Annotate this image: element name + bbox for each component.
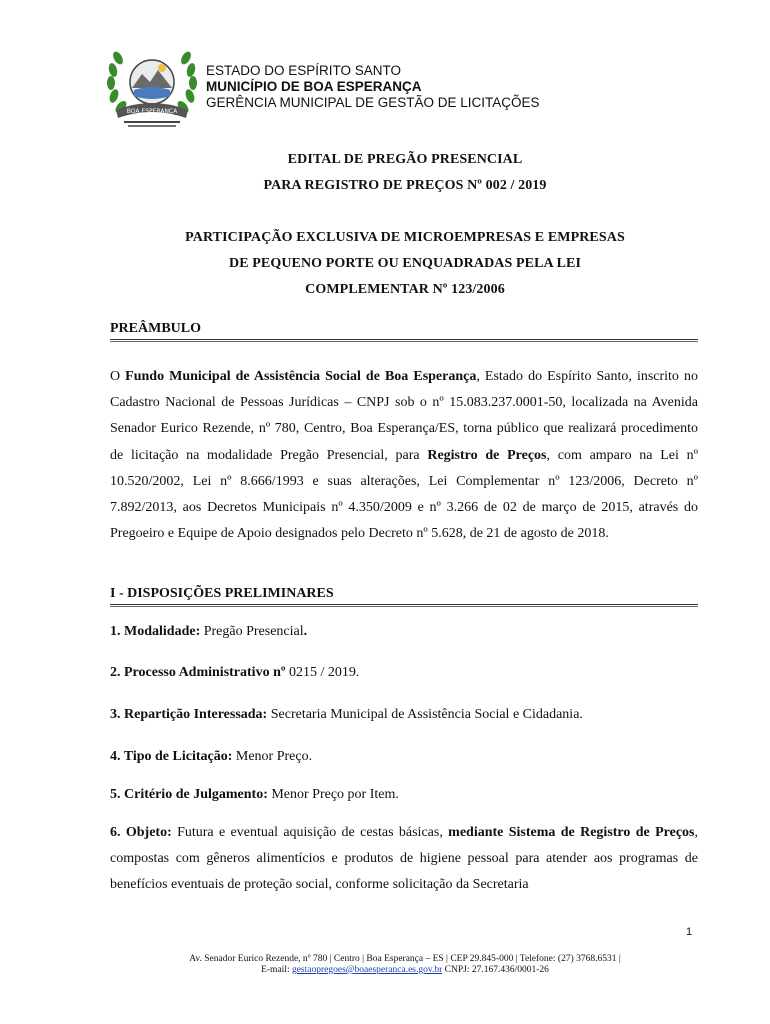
- section-heading-disposicoes: I - DISPOSIÇÕES PRELIMINARES: [110, 586, 334, 601]
- municipal-coat-of-arms-logo: [104, 44, 200, 130]
- section-divider: [110, 604, 698, 607]
- item-tipo-licitacao: 4. Tipo de Licitação: Menor Preço.: [110, 749, 313, 764]
- letterhead-state: ESTADO DO ESPÍRITO SANTO: [206, 63, 402, 78]
- edital-subtitle: PARA REGISTRO DE PREÇOS Nº 002 / 2019: [263, 178, 547, 193]
- preambulo-heading: PREÂMBULO: [110, 321, 201, 336]
- section-divider: [110, 339, 698, 342]
- footer-address: Av. Senador Eurico Rezende, nº 780 | Centro | Boa Esperança – ES | CEP 29.845-000 | Telefone: (27) 3768.6531 |: [189, 954, 621, 964]
- participation-title-line3: COMPLEMENTAR Nº 123/2006: [305, 282, 505, 297]
- footer-email-link[interactable]: gestaopregoes@boaesperanca.es.gov.br: [291, 965, 443, 975]
- logo-ribbon-text: BOA ESPERANÇA: [126, 108, 178, 115]
- letterhead-municipality: MUNICÍPIO DE BOA ESPERANÇA: [206, 79, 422, 94]
- participation-title-line2: DE PEQUENO PORTE OU ENQUADRADAS PELA LEI: [229, 256, 581, 271]
- page-number: 1: [686, 926, 693, 938]
- footer-contact: E-mail: gestaopregoes@boaesperanca.es.gov.br CNPJ: 27.167.436/0001-26: [261, 965, 549, 975]
- item-reparticao: 3. Repartição Interessada: Secretaria Municipal de Assistência Social e Cidadania.: [110, 707, 583, 722]
- participation-title-line1: PARTICIPAÇÃO EXCLUSIVA DE MICROEMPRESAS E EMPRESAS: [185, 230, 625, 245]
- item-processo: 2. Processo Administrativo nº 0215 / 2019.: [110, 665, 360, 680]
- edital-title: EDITAL DE PREGÃO PRESENCIAL: [287, 152, 523, 167]
- item-objeto: 6. Objeto: Futura e eventual aquisição de cestas básicas, mediante Sistema de Registro de Preços, compostas com gêneros alimentícios e produtos de higiene pessoal para atender aos programas de benefícios eventuais de proteção social, conforme solicitação da Secretaria: [110, 825, 698, 893]
- letterhead-department: GERÊNCIA MUNICIPAL DE GESTÃO DE LICITAÇÕES: [206, 95, 540, 110]
- item-modalidade: 1. Modalidade: Pregão Presencial.: [110, 624, 308, 639]
- letterhead: [206, 63, 540, 111]
- preambulo-paragraph: O Fundo Municipal de Assistência Social de Boa Esperança, Estado do Espírito Santo, inscrito no Cadastro Nacional de Pessoas Jurídicas – CNPJ sob o nº 15.083.237.0001-50, localizada na Avenida Senador Eurico Rezende, nº 780, Centro, Boa Esperança/ES, torna público que realizará procedimento de licitação na modalidade Pregão Presencial, para Registro de Preços, com amparo na Lei nº 10.520/2002, Lei nº 8.666/1993 e suas alterações, Lei Complementar nº 123/2006, Decreto nº 7.892/2013, aos Decretos Municipais nº 4.350/2009 e nº 3.266 de 02 de março de 2015, através do Pregoeiro e Equipe de Apoio designados pelo Decreto nº 5.628, de 21 de agosto de 2018.: [110, 369, 698, 542]
- item-criterio: 5. Critério de Julgamento: Menor Preço por Item.: [110, 787, 399, 802]
